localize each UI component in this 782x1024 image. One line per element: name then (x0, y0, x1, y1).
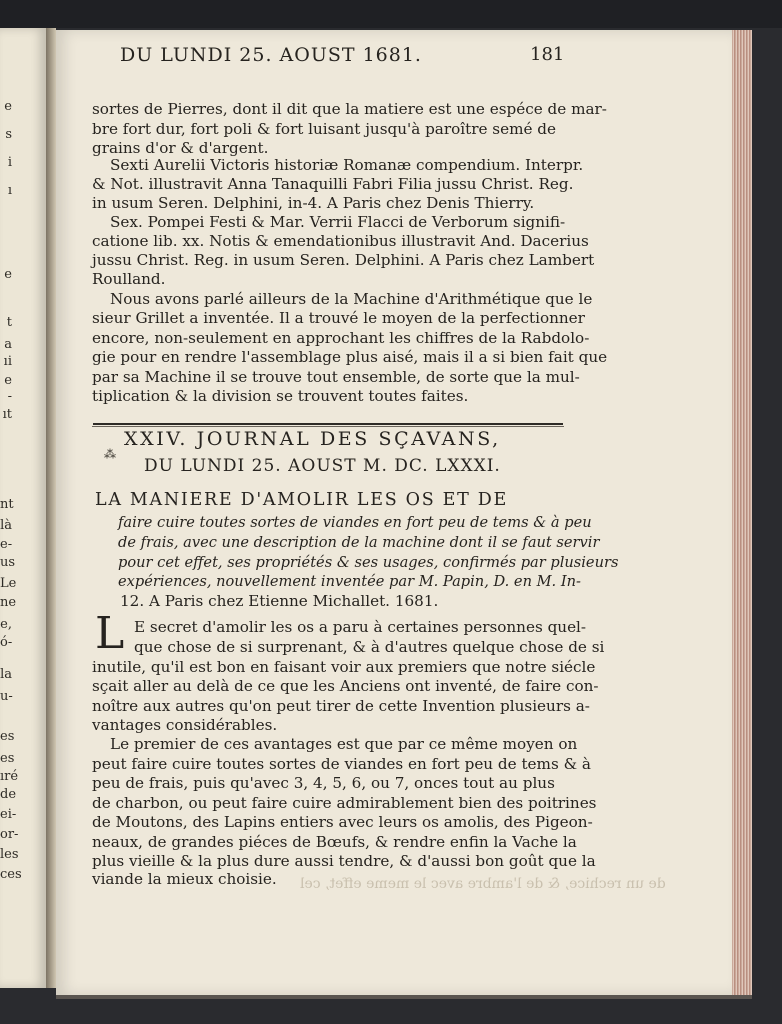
text-line: Sex. Pompei Festi & Mar. Verrii Flacci de Verborum signifi- (110, 213, 566, 231)
text-line: plus vieille & la plus dure aussi tendre, & d'aussi bon goût que la (92, 852, 596, 870)
margin-fragment: s (5, 127, 12, 142)
margin-fragment: us (0, 555, 16, 570)
printer-mark-icon: ⁂ (104, 447, 116, 461)
text-line: catione lib. xx. Notis & emendationibus illustravit And. Dacerius (92, 232, 589, 250)
page-edge-stack (732, 30, 752, 995)
margin-fragment: ne (0, 595, 17, 610)
text-line: bre fort dur, fort poli & fort luisant jusqu'à paroître semé de (92, 120, 556, 138)
article-title: LA MANIERE D'AMOLIR LES OS ET DE (95, 490, 508, 510)
text-line: que chose de si surprenant, & à d'autres quelque chose de si (134, 638, 605, 656)
text-line: sortes de Pierres, dont il dit que la matiere est une espéce de mar- (92, 100, 607, 118)
page-bottom-shadow (56, 995, 752, 999)
margin-fragment: ıt (2, 407, 12, 422)
margin-fragment: es (0, 751, 15, 766)
text-line: neaux, de grandes piéces de Bœufs, & rendre enfin la Vache la (92, 833, 577, 851)
margin-fragment: e (4, 373, 12, 388)
margin-fragment: es (0, 729, 15, 744)
margin-fragment: les (0, 847, 19, 862)
margin-fragment: Le (0, 576, 17, 591)
text-line: de charbon, ou peut faire cuire admirablement bien des poitrines (92, 794, 597, 812)
text-line: Roulland. (92, 270, 166, 288)
text-line: inutile, qu'il est bon en faisant voir aux premiers que notre siécle (92, 658, 596, 676)
margin-fragment: a (4, 337, 12, 352)
journal-date: DU LUNDI 25. AOUST M. DC. LXXXI. (144, 456, 501, 476)
text-line: sçait aller au delà de ce que les Anciens ont inventé, de faire con- (92, 677, 599, 695)
margin-fragment: e (4, 267, 12, 282)
margin-fragment: i (7, 155, 12, 170)
text-line: E secret d'amolir les os a paru à certaines personnes quel- (134, 618, 587, 636)
margin-fragment: ei- (0, 807, 17, 822)
margin-fragment: la (0, 667, 12, 682)
journal-title: XXIV. JOURNAL DES SÇAVANS, (124, 428, 501, 450)
drop-capital: L (95, 608, 125, 659)
article-subtitle-line: de frais, avec une description de la machine dont il se faut servir (118, 534, 600, 551)
text-line: peu de frais, puis qu'avec 3, 4, 5, 6, ou 7, onces tout au plus (92, 774, 555, 792)
text-line: peut faire cuire toutes sortes de viandes en fort peu de tems & à (92, 755, 591, 773)
margin-fragment: or- (0, 827, 19, 842)
text-line: encore, non-seulement en approchant les chiffres de la Rabdolo- (92, 329, 590, 347)
running-header: DU LUNDI 25. AOUST 1681. (120, 44, 422, 66)
margin-fragment: nt (0, 497, 14, 512)
margin-fragment: là (0, 518, 12, 533)
text-line: noître aux autres qu'on peut tirer de cette Invention plusieurs a- (92, 697, 590, 715)
article-imprint: 12. A Paris chez Etienne Michallet. 1681. (120, 592, 439, 610)
text-line: gie pour en rendre l'assemblage plus aisé, mais il a si bien fait que (92, 348, 608, 366)
margin-fragment: u- (0, 689, 13, 704)
margin-fragment: ces (0, 867, 22, 882)
scanner-background-top (0, 0, 782, 28)
margin-fragment: ı (7, 183, 12, 198)
text-line: Le premier de ces avantages est que par ce même moyen on (110, 735, 578, 753)
article-subtitle-line: pour cet effet, ses propriétés & ses usages, confirmés par plusieurs (118, 554, 619, 571)
text-line: par sa Machine il se trouve tout ensemble, de sorte que la mul- (92, 368, 580, 386)
text-line: jussu Christ. Reg. in usum Seren. Delphini. A Paris chez Lambert (92, 251, 595, 269)
text-line: tiplication & la division se trouvent toutes faites. (92, 387, 469, 405)
section-rule (93, 423, 563, 425)
text-line: Sexti Aurelii Victoris historiæ Romanæ compendium. Interpr. (110, 156, 584, 174)
text-line: Nous avons parlé ailleurs de la Machine d'Arithmétique que le (110, 290, 593, 308)
margin-fragment: ıi (3, 354, 12, 369)
margin-fragment: e, (0, 617, 12, 632)
left-page-edge (0, 28, 47, 988)
article-subtitle-line: expériences, nouvellement inventée par M. Papin, D. en M. In- (118, 573, 581, 590)
text-line: vantages considérables. (92, 716, 278, 734)
margin-fragment: - (7, 389, 12, 404)
text-line: de Moutons, des Lapins entiers avec leurs os amolis, des Pigeon- (92, 813, 593, 831)
margin-fragment: t (6, 315, 12, 330)
bleed-through-text: de un rechice, & de l'ambre avec le meme effet, cel (300, 876, 666, 892)
page-number: 181 (530, 44, 565, 65)
margin-fragment: e (4, 99, 12, 114)
margin-fragment: ıré (0, 769, 19, 784)
text-line: viande la mieux choisie. (92, 870, 277, 888)
text-line: & Not. illustravit Anna Tanaquilli Fabri Filia jussu Christ. Reg. (92, 175, 574, 193)
section-rule-thin (92, 426, 564, 427)
book-gutter (46, 28, 56, 988)
text-line: in usum Seren. Delphini, in-4. A Paris chez Denis Thierry. (92, 194, 535, 212)
text-line: sieur Grillet a inventée. Il a trouvé le moyen de la perfectionner (92, 309, 585, 327)
article-subtitle-line: faire cuire toutes sortes de viandes en fort peu de tems & à peu (118, 514, 592, 531)
text-line: grains d'or & d'argent. (92, 139, 269, 157)
margin-fragment: e- (0, 537, 13, 552)
margin-fragment: ó- (0, 635, 13, 650)
margin-fragment: de (0, 787, 17, 802)
